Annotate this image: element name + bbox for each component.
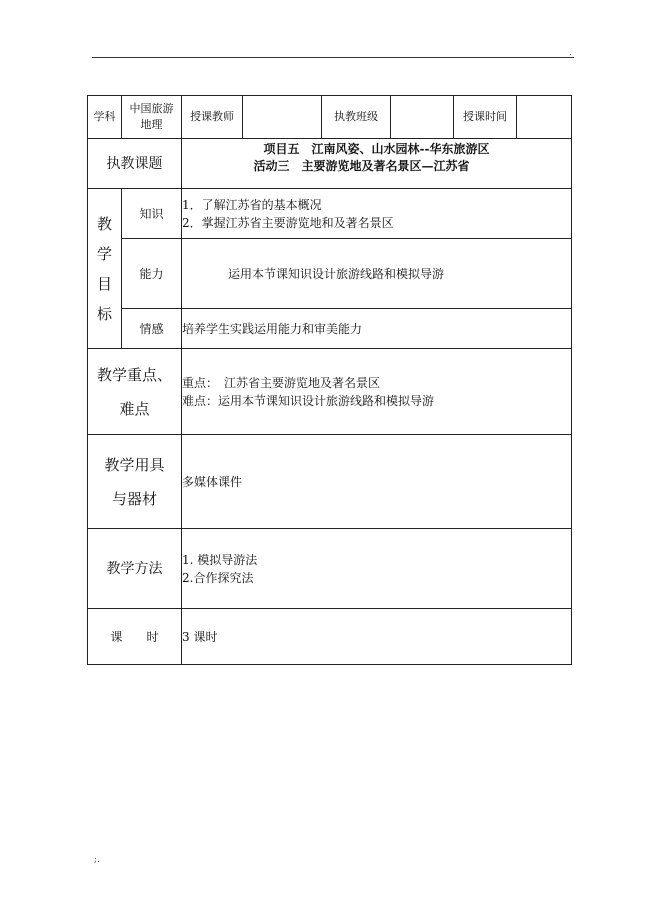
keypoints-content <box>182 349 572 435</box>
keypoints-label-line1: 教学重点、 <box>96 365 172 384</box>
ability-label: 能力 <box>122 239 182 309</box>
hours-label: 课 时 <box>88 609 182 665</box>
subject-value-line2: 地理 <box>140 118 163 131</box>
teacher-label: 授课教师 <box>182 96 243 139</box>
subject-value-line1: 中国旅游 <box>129 102 174 115</box>
class-label: 执教班级 <box>322 96 391 139</box>
objectives-char-1: 教 <box>96 214 112 233</box>
topic-label: 执教课题 <box>88 139 182 189</box>
objectives-char-3: 目 <box>96 274 112 293</box>
tools-text: 多媒体课件 <box>182 474 243 489</box>
header-rule <box>92 57 574 58</box>
knowledge-item-1: 1．了解江苏省的基本概况 <box>182 197 322 212</box>
methods-row <box>88 529 572 609</box>
keypoints-row <box>88 349 572 435</box>
subject-value <box>122 96 182 139</box>
topic-line2: 活动三 主要游览地及著名景区—江苏省 <box>253 158 470 173</box>
objectives-char-4: 标 <box>96 304 112 323</box>
knowledge-content <box>182 189 572 239</box>
knowledge-label: 知识 <box>122 189 182 239</box>
methods-label: 教学方法 <box>88 529 182 609</box>
ability-row <box>88 239 572 309</box>
topic-row <box>88 139 572 189</box>
time-value <box>517 96 572 139</box>
hours-content <box>182 609 572 665</box>
tools-content <box>182 435 572 529</box>
keypoints-label-line2: 难点 <box>119 399 150 418</box>
method-item-1: 1. 模拟导游法 <box>182 552 258 567</box>
keypoints-label <box>88 349 182 435</box>
teacher-value <box>243 96 322 139</box>
lesson-plan-table <box>87 95 572 665</box>
hours-row <box>88 609 572 665</box>
objectives-char-2: 学 <box>96 244 112 263</box>
tools-label <box>88 435 182 529</box>
tools-label-line1: 教学用具 <box>104 455 165 474</box>
emotion-text: 培养学生实践运用能力和审美能力 <box>182 321 363 336</box>
header-dot: . <box>569 48 572 57</box>
knowledge-item-2: 2．掌握江苏省主要游览地和及著名景区 <box>182 215 394 230</box>
time-label: 授课时间 <box>454 96 517 139</box>
key-point-text: 重点： 江苏省主要游览地及著名景区 <box>182 375 381 390</box>
emotion-content <box>182 309 572 349</box>
knowledge-row <box>88 189 572 239</box>
emotion-row <box>88 309 572 349</box>
footer-mark: ;. <box>94 855 100 865</box>
tools-row <box>88 435 572 529</box>
ability-text: 运用本节课知识设计旅游线路和模拟导游 <box>228 266 445 281</box>
ability-content <box>182 239 572 309</box>
hours-text: 3 课时 <box>182 629 218 644</box>
subject-label: 学科 <box>88 96 122 139</box>
topic-content <box>182 139 572 189</box>
difficult-point-text: 难点：运用本节课知识设计旅游线路和模拟导游 <box>182 393 435 408</box>
info-row <box>88 96 572 139</box>
objectives-label <box>88 189 122 349</box>
emotion-label: 情感 <box>122 309 182 349</box>
tools-label-line2: 与器材 <box>111 489 157 508</box>
method-item-2: 2.合作探究法 <box>182 570 254 585</box>
class-value <box>391 96 454 139</box>
topic-line1: 项目五 江南风姿、山水园林--华东旅游区 <box>263 141 490 156</box>
methods-content <box>182 529 572 609</box>
